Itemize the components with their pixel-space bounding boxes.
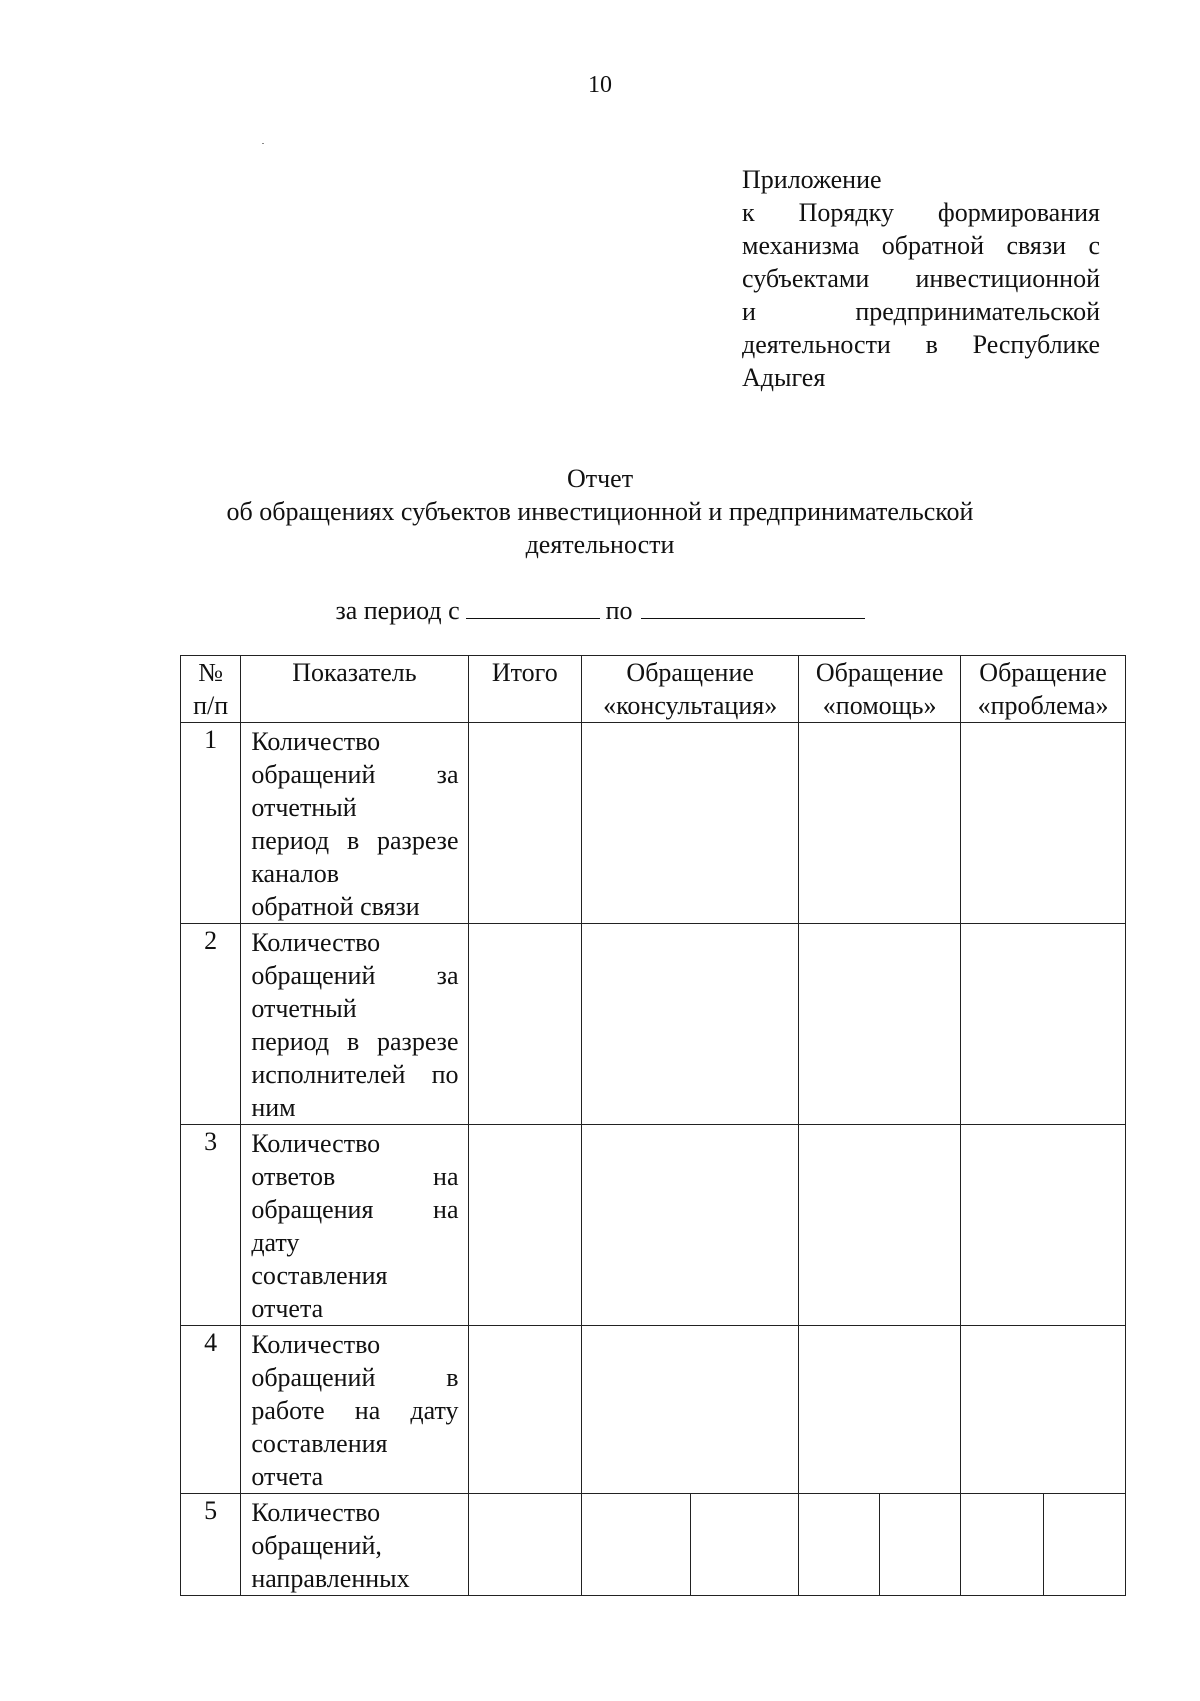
appendix-label: Приложение <box>742 165 882 194</box>
table-row <box>181 1125 1126 1326</box>
cell-total[interactable] <box>468 924 582 1125</box>
indicator-line: отчета <box>251 1294 324 1323</box>
appendix-line: и предпринимательской <box>742 297 1100 326</box>
report-period <box>0 594 1200 627</box>
cell-consultation-part[interactable] <box>690 1494 799 1595</box>
header-indicator: Показатель <box>241 656 468 723</box>
row-number: 1 <box>181 723 241 924</box>
split-cell <box>582 1494 798 1595</box>
row-number: 4 <box>181 1326 241 1494</box>
cell-problem[interactable] <box>961 924 1126 1125</box>
header-help-line1: Обращение <box>815 658 944 687</box>
cell-help-split <box>799 1494 961 1596</box>
appendix-line: Адыгея <box>742 363 826 392</box>
appendix-heading <box>742 163 1100 394</box>
cell-total[interactable] <box>468 723 582 924</box>
cell-consultation-part[interactable] <box>582 1494 690 1595</box>
indicator-line: период в разрезе <box>251 1027 459 1056</box>
cell-consultation[interactable] <box>582 723 799 924</box>
row-indicator <box>241 1494 468 1596</box>
indicator-line: каналов <box>251 859 340 888</box>
split-cell <box>799 1494 960 1595</box>
period-middle: по <box>605 596 633 625</box>
title-line: Отчет <box>566 464 634 493</box>
cell-total[interactable] <box>468 1125 582 1326</box>
header-num-label: п/п <box>193 691 229 720</box>
period-start-blank <box>466 596 600 619</box>
indicator-line: Количество <box>251 1129 381 1158</box>
indicator-line: Количество <box>251 1498 381 1527</box>
cell-help-part[interactable] <box>879 1494 960 1595</box>
cell-help[interactable] <box>799 1326 961 1494</box>
cell-problem-part[interactable] <box>961 1494 1042 1595</box>
cell-consultation[interactable] <box>582 1326 799 1494</box>
table-row <box>181 1494 1126 1596</box>
table-row <box>181 1326 1126 1494</box>
table-header-row <box>181 656 1126 723</box>
cell-help[interactable] <box>799 1125 961 1326</box>
indicator-line: обращений за <box>251 760 459 789</box>
table-row <box>181 723 1126 924</box>
period-prefix: за период с <box>335 596 460 625</box>
header-problem-line1: Обращение <box>979 658 1107 687</box>
row-indicator <box>241 924 468 1125</box>
indicator-line: отчетный <box>251 994 357 1023</box>
cell-problem[interactable] <box>961 723 1126 924</box>
appendix-line: субъектами инвестиционной <box>742 264 1100 293</box>
header-problem-line2: «проблема» <box>977 691 1109 720</box>
indicator-line: обратной связи <box>251 892 420 921</box>
title-line: об обращениях субъектов инвестиционной и предпринимательской <box>226 497 974 526</box>
report-title <box>0 462 1200 561</box>
row-number: 2 <box>181 924 241 1125</box>
indicator-line: Количество <box>251 928 381 957</box>
indicator-line: ответов на <box>251 1162 459 1191</box>
cell-help[interactable] <box>799 723 961 924</box>
cell-consultation-split <box>582 1494 799 1596</box>
cell-problem-split <box>961 1494 1126 1596</box>
page-number: 10 <box>588 72 612 98</box>
indicator-line: отчетный <box>251 793 357 822</box>
cell-problem[interactable] <box>961 1326 1126 1494</box>
indicator-line: период в разрезе <box>251 826 459 855</box>
indicator-line: отчета <box>251 1462 324 1491</box>
header-consultation <box>582 656 799 723</box>
scan-speck <box>262 143 264 144</box>
cell-total[interactable] <box>468 1326 582 1494</box>
indicator-line: Количество <box>251 1330 381 1359</box>
row-indicator <box>241 1326 468 1494</box>
indicator-line: направленных <box>251 1564 410 1593</box>
row-indicator <box>241 723 468 924</box>
cell-problem[interactable] <box>961 1125 1126 1326</box>
cell-problem-part[interactable] <box>1043 1494 1125 1595</box>
header-total: Итого <box>468 656 582 723</box>
row-number: 5 <box>181 1494 241 1596</box>
header-help-line2: «помощь» <box>822 691 937 720</box>
indicator-line: дату <box>251 1228 300 1257</box>
period-end-blank <box>641 596 865 619</box>
indicator-line: исполнителей по <box>251 1060 459 1089</box>
appendix-line: деятельности в Республике <box>742 330 1100 359</box>
report-table <box>180 655 1126 1596</box>
indicator-line: Количество <box>251 727 381 756</box>
cell-help-part[interactable] <box>799 1494 879 1595</box>
indicator-line: обращений в <box>251 1363 459 1392</box>
cell-total[interactable] <box>468 1494 582 1596</box>
header-problem <box>961 656 1126 723</box>
appendix-line: механизма обратной связи с <box>742 231 1100 260</box>
header-consultation-line2: «консультация» <box>603 691 778 720</box>
row-indicator <box>241 1125 468 1326</box>
indicator-line: обращений за <box>251 961 459 990</box>
cell-consultation[interactable] <box>582 1125 799 1326</box>
appendix-line: к Порядку формирования <box>742 198 1100 227</box>
indicator-line: ним <box>251 1093 296 1122</box>
indicator-line: обращения на <box>251 1195 459 1224</box>
header-num <box>181 656 241 723</box>
cell-help[interactable] <box>799 924 961 1125</box>
split-cell <box>961 1494 1125 1595</box>
row-number: 3 <box>181 1125 241 1326</box>
cell-consultation[interactable] <box>582 924 799 1125</box>
header-num-symbol: № <box>198 658 224 687</box>
indicator-line: составления <box>251 1429 388 1458</box>
table-row <box>181 924 1126 1125</box>
title-line: деятельности <box>525 530 675 559</box>
header-consultation-line1: Обращение <box>626 658 754 687</box>
header-help <box>799 656 961 723</box>
indicator-line: составления <box>251 1261 388 1290</box>
indicator-line: работе на дату <box>251 1396 459 1425</box>
indicator-line: обращений, <box>251 1531 382 1560</box>
